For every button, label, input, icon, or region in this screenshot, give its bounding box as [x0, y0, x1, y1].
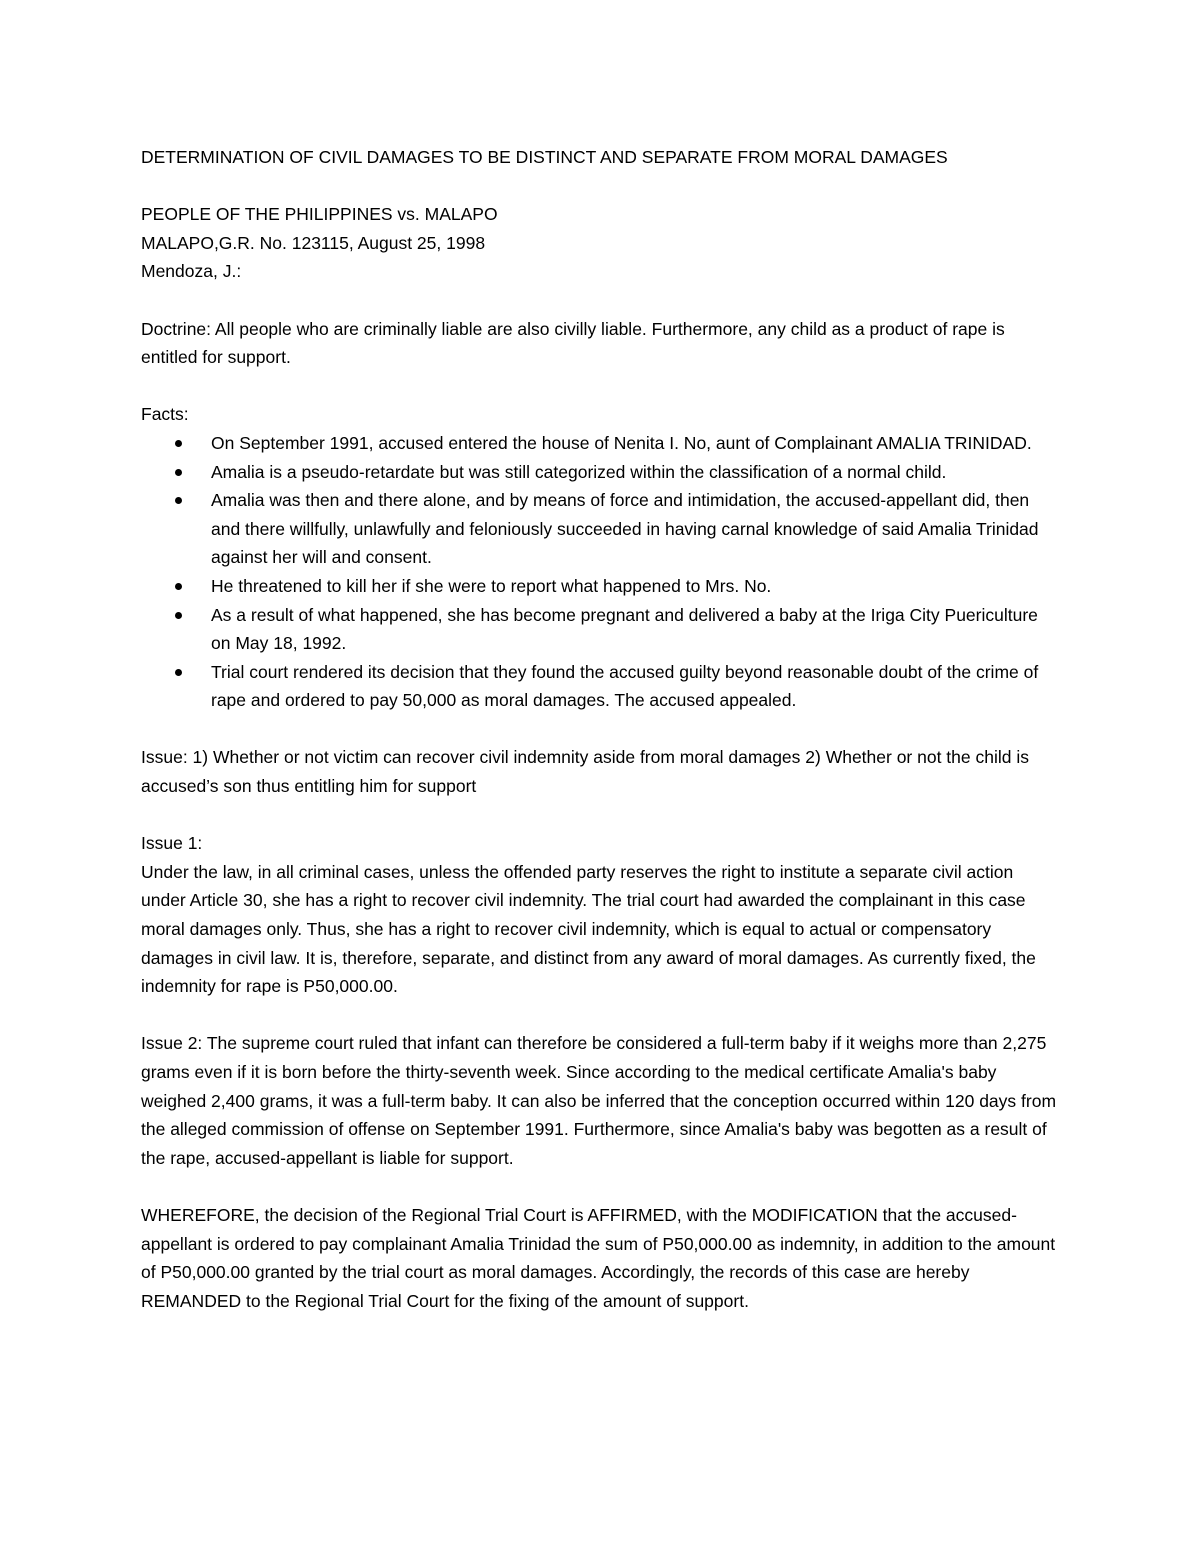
- fact-item: [141, 486, 1061, 572]
- ponente: Mendoza, J.:: [141, 261, 242, 282]
- case-name: PEOPLE OF THE PHILIPPINES vs. MALAPO: [141, 204, 498, 225]
- issue1-body: Under the law, in all criminal cases, unless the offended party reserves the right to institute a separate civil action under Article 30, she has a right to recover civil indemnity. The trial court had awarded the complainant in this case moral damages only. Thus, she has a right to recover civil indemnity, which is equal to actual or compensatory damages in civil law. It is, therefore, separate, and distinct from any award of moral damages. As currently fixed, the indemnity for rape is P50,000.00.: [141, 861, 1036, 997]
- fact-text: As a result of what happened, she has become pregnant and delivered a baby at the Iriga City Puericulture on May 18, 1992.: [211, 604, 1038, 654]
- issue-paragraph: Issue: 1) Whether or not victim can recover civil indemnity aside from moral damages 2) Whether or not the child is accused’s son thus entitling him for support: [141, 747, 1029, 797]
- fact-text: He threatened to kill her if she were to report what happened to Mrs. No.: [211, 575, 772, 596]
- facts-list: [141, 429, 1061, 715]
- document-body: [141, 143, 1061, 1315]
- bullet-icon: [175, 612, 182, 619]
- fact-text: On September 1991, accused entered the house of Nenita I. No, aunt of Complainant AMALIA TRINIDAD.: [211, 432, 1032, 453]
- fact-item: [141, 429, 1061, 458]
- wherefore-paragraph: WHEREFORE, the decision of the Regional Trial Court is AFFIRMED, with the MODIFICATION that the accused-appellant is ordered to pay complainant Amalia Trinidad the sum of P50,000.00 as indemnity, in addition to the amount of P50,000.00 granted by the trial court as moral damages. Accordingly, the records of this case are hereby REMANDED to the Regional Trial Court for the fixing of the amount of support.: [141, 1204, 1056, 1311]
- fact-item: [141, 658, 1061, 715]
- fact-text: Trial court rendered its decision that they found the accused guilty beyond reasonable doubt of the crime of rape and ordered to pay 50,000 as moral damages. The accused appealed.: [211, 661, 1039, 711]
- fact-text: Amalia is a pseudo-retardate but was still categorized within the classification of a normal child.: [211, 461, 947, 482]
- bullet-icon: [175, 497, 182, 504]
- bullet-icon: [175, 669, 182, 676]
- fact-item: [141, 572, 1061, 601]
- bullet-icon: [175, 583, 182, 590]
- fact-text: Amalia was then and there alone, and by means of force and intimidation, the accused-appellant did, then and there willfully, unlawfully and feloniously succeeded in having carnal knowledge of said Amalia Trinidad against her will and consent.: [211, 490, 1039, 568]
- doctrine-paragraph: Doctrine: All people who are criminally liable are also civilly liable. Furthermore, any child as a product of rape is entitled for support.: [141, 318, 1005, 368]
- issue2-paragraph: Issue 2: The supreme court ruled that infant can therefore be considered a full-term baby if it weighs more than 2,275 grams even if it is born before the thirty-seventh week. Since according to the medical certificate Amalia's baby weighed 2,400 grams, it was a full-term baby. It can also be inferred that the conception occurred within 120 days from the alleged commission of offense on September 1991. Furthermore, since Amalia's baby was begotten as a result of the rape, accused-appellant is liable for support.: [141, 1033, 1057, 1168]
- bullet-icon: [175, 440, 182, 447]
- issue1-heading: Issue 1:: [141, 833, 203, 854]
- fact-item: [141, 601, 1061, 658]
- fact-item: [141, 458, 1061, 487]
- bullet-icon: [175, 469, 182, 476]
- case-citation: MALAPO,G.R. No. 123115, August 25, 1998: [141, 232, 486, 253]
- facts-heading: Facts:: [141, 404, 189, 425]
- document-title: DETERMINATION OF CIVIL DAMAGES TO BE DISTINCT AND SEPARATE FROM MORAL DAMAGES: [141, 147, 948, 167]
